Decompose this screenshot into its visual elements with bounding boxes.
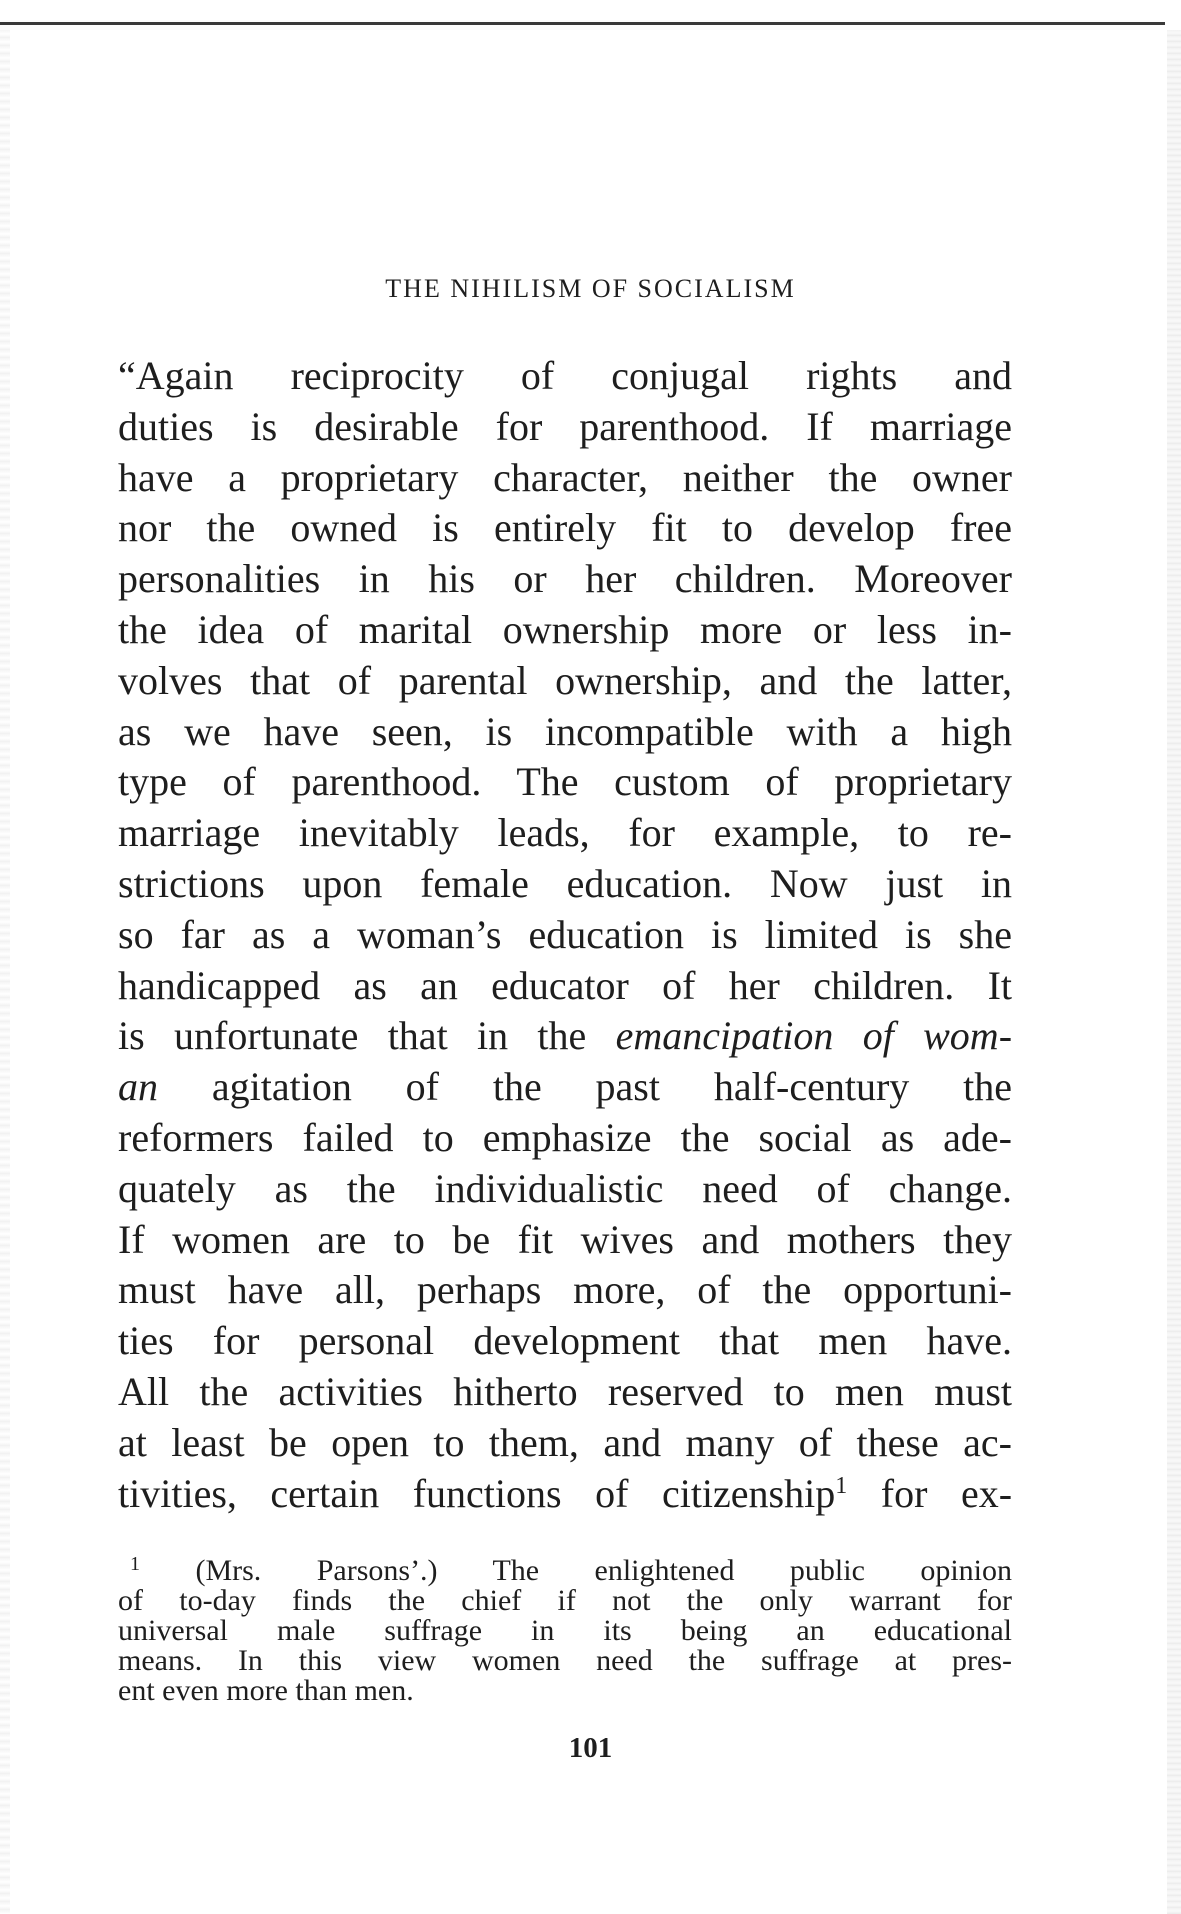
- body-line: If women are to be fit wives and mothers they: [118, 1216, 1012, 1262]
- footnote-line: universal male suffrage in its being an educational: [118, 1614, 1012, 1647]
- body-line: as we have seen, is incompatible with a high: [118, 708, 1012, 754]
- body-line-text: for ex-: [880, 1470, 1013, 1516]
- body-line-text: agitation of the past half-century the: [211, 1064, 1013, 1110]
- body-line-text: Again reciprocity of conjugal rights and: [135, 353, 1012, 398]
- body-line: [118, 351, 1012, 402]
- body-line: handicapped as an educator of her children. It: [118, 962, 1012, 1008]
- footnote-line-text: (Mrs. Parsons’.) The enlightened public opinion: [195, 1554, 1013, 1587]
- body-line: [118, 1469, 1012, 1520]
- footnote-line: ent even more than men.: [118, 1674, 414, 1707]
- body-line: duties is desirable for parenthood. If marriage: [118, 403, 1012, 449]
- body-line: [118, 1011, 1012, 1062]
- body-line: must have all, perhaps more, of the opportuni-: [118, 1267, 1012, 1313]
- footnote-line: of to-day finds the chief if not the only warrant for: [118, 1584, 1012, 1617]
- footnote-reference: 1: [835, 1472, 848, 1499]
- page-gutter-edge: [1167, 30, 1181, 1914]
- body-line: [118, 1062, 1012, 1113]
- body-line: reformers failed to emphasize the social as ade-: [118, 1114, 1012, 1160]
- body-line: the idea of marital ownership more or less in-: [118, 606, 1012, 652]
- body-line: type of parenthood. The custom of proprietary: [118, 759, 1012, 805]
- italic-phrase: an: [118, 1064, 158, 1110]
- body-line: have a proprietary character, neither the owner: [118, 454, 1012, 500]
- body-line: strictions upon female education. Now just in: [118, 860, 1012, 906]
- body-line: nor the owned is entirely fit to develop free: [118, 505, 1012, 551]
- body-line: personalities in his or her children. Moreover: [118, 556, 1012, 602]
- opening-quote: “: [118, 353, 136, 398]
- page-number: 101: [568, 1732, 613, 1764]
- body-line: quately as the individualistic need of change.: [118, 1165, 1012, 1211]
- body-line: volves that of parental ownership, and the latter,: [118, 657, 1012, 703]
- body-line: so far as a woman’s education is limited is she: [118, 911, 1012, 957]
- footnote: [118, 1553, 1013, 1707]
- body-line: All the activities hitherto reserved to men must: [118, 1368, 1012, 1414]
- page-left-edge: [0, 30, 10, 1914]
- body-line: at least be open to them, and many of these ac-: [118, 1419, 1012, 1465]
- footnote-line: means. In this view women need the suffrage at pres-: [118, 1644, 1012, 1677]
- top-rule: [0, 22, 1165, 25]
- running-head: THE NIHILISM OF SOCIALISM: [385, 274, 796, 303]
- footnote-line: [118, 1553, 1013, 1587]
- body-line: ties for personal development that men have.: [118, 1318, 1012, 1364]
- body-paragraph: [118, 351, 1012, 1519]
- italic-phrase: emancipation of wom-: [615, 1013, 1013, 1059]
- body-line-text: tivities, certain functions of citizenship: [118, 1470, 836, 1516]
- body-line-text: is unfortunate that in the: [118, 1013, 587, 1059]
- body-line: marriage inevitably leads, for example, to re-: [118, 810, 1012, 856]
- footnote-marker: 1: [130, 1553, 140, 1575]
